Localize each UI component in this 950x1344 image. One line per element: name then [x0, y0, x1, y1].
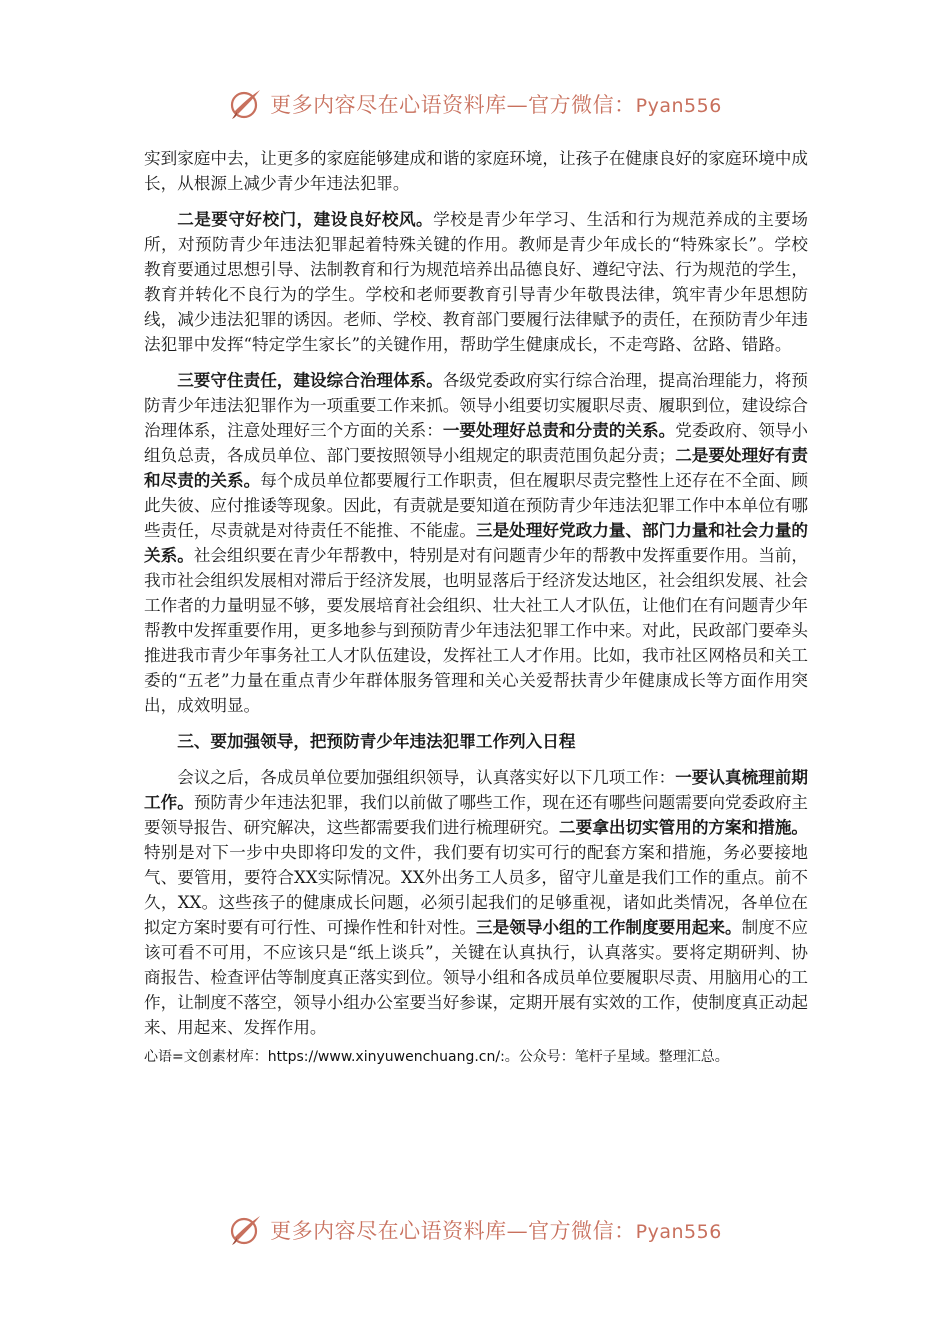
- banner-wechat: Pyan556: [635, 1221, 722, 1243]
- banner-wechat: Pyan556: [635, 95, 722, 117]
- source-footer: 心语=文创素材库：https://www.xinyuwenchuang.cn/:。公众号：笔杆子星域。整理汇总。: [144, 1049, 729, 1065]
- banner-text: 更多内容尽在心语资料库—官方微信：: [270, 93, 636, 117]
- paragraph-1: 实到家庭中去，让更多的家庭能够建成和谐的家庭环境，让孩子在健康良好的家庭环境中成长，从根源上减少青少年违法犯罪。: [144, 149, 808, 193]
- paragraph-3: 三要守住责任，建设综合治理体系。各级党委政府实行综合治理，提高治理能力，将预防青少年违法犯罪作为一项重要工作来抓。领导小组要切实履职尽责、履职到位，建设综合治理体系，注意处理好三个方面的关系：一要处理好总责和分责的关系。党委政府、领导小组负总责，各成员单位、部门要按照领导小组规定的职责范围负起分责；二是要处理好有责和尽责的关系。每个成员单位都要履行工作职责，但在履职尽责完整性上还存在不全面、顾此失彼、应付推诿等现象。因此，有责就是要知道在预防青少年违法犯罪工作中本单位有哪些责任，尽责就是对待责任不能推、不能虚。三是处理好党政力量、部门力量和社会力量的关系。社会组织要在青少年帮教中，特别是对有问题青少年的帮教中发挥重要作用。当前，我市社会组织发展相对滞后于经济发展，也明显落后于经济发达地区，社会组织发展、社会工作者的力量明显不够，要发展培育社会组织、壮大社工人才队伍，让他们在有问题青少年帮教中发挥重要作用，更多地参与到预防青少年违法犯罪工作中来。对此，民政部门要牵头推进我市青少年事务社工人才队伍建设，发挥社工人才作用。比如，我市社区网格员和关工委的“五老”力量在重点青少年群体服务管理和关心关爱帮扶青少年健康成长等方面作用突出，成效明显。: [144, 370, 809, 715]
- brush-logo-icon: [228, 1212, 264, 1248]
- watermark-banner-top: [0, 84, 950, 124]
- paragraph-2: 二是要守好校门，建设良好校风。学校是青少年学习、生活和行为规范养成的主要场所，对预防青少年违法犯罪起着特殊关键的作用。教师是青少年成长的“特殊家长”。学校教育要通过思想引导、法制教育和行为规范培养出品德良好、遵纪守法、行为规范的学生，教育并转化不良行为的学生。学校和老师要教育引导青少年敬畏法律，筑牢青少年思想防线，减少违法犯罪的诱因。老师、学校、教育部门要履行法律赋予的责任，在预防青少年违法犯罪中发挥“特定学生家长”的关键作用，帮助学生健康成长，不走弯路、岔路、错路。: [144, 209, 809, 354]
- document-body: [144, 146, 808, 1068]
- banner-text: 更多内容尽在心语资料库—官方微信：: [270, 1219, 636, 1243]
- brush-logo-icon: [228, 86, 264, 122]
- section-heading: 三、要加强领导，把预防青少年违法犯罪工作列入日程: [177, 731, 576, 751]
- watermark-banner-bottom: [0, 1210, 950, 1250]
- paragraph-4: 会议之后，各成员单位要加强组织领导，认真落实好以下几项工作：一要认真梳理前期工作。预防青少年违法犯罪，我们以前做了哪些工作，现在还有哪些问题需要向党委政府主要领导报告、研究解决，这些都需要我们进行梳理研究。二要拿出切实管用的方案和措施。特别是对下一步中央即将印发的文件，我们要有切实可行的配套方案和措施，务必要接地气、要管用，要符合XX实际情况。XX外出务工人员多，留守儿童是我们工作的重点。前不久，XX。这些孩子的健康成长问题，必须引起我们的足够重视，诸如此类情况，各单位在拟定方案时要有可行性、可操作性和针对性。三是领导小组的工作制度要用起来。制度不应该可看不可用，不应该只是“纸上谈兵”，关键在认真执行，认真落实。要将定期研判、协商报告、检查评估等制度真正落实到位。领导小组和各成员单位要履职尽责、用脑用心的工作，让制度不落空，领导小组办公室要当好参谋，定期开展有实效的工作，使制度真正动起来、用起来、发挥作用。: [144, 767, 809, 1037]
